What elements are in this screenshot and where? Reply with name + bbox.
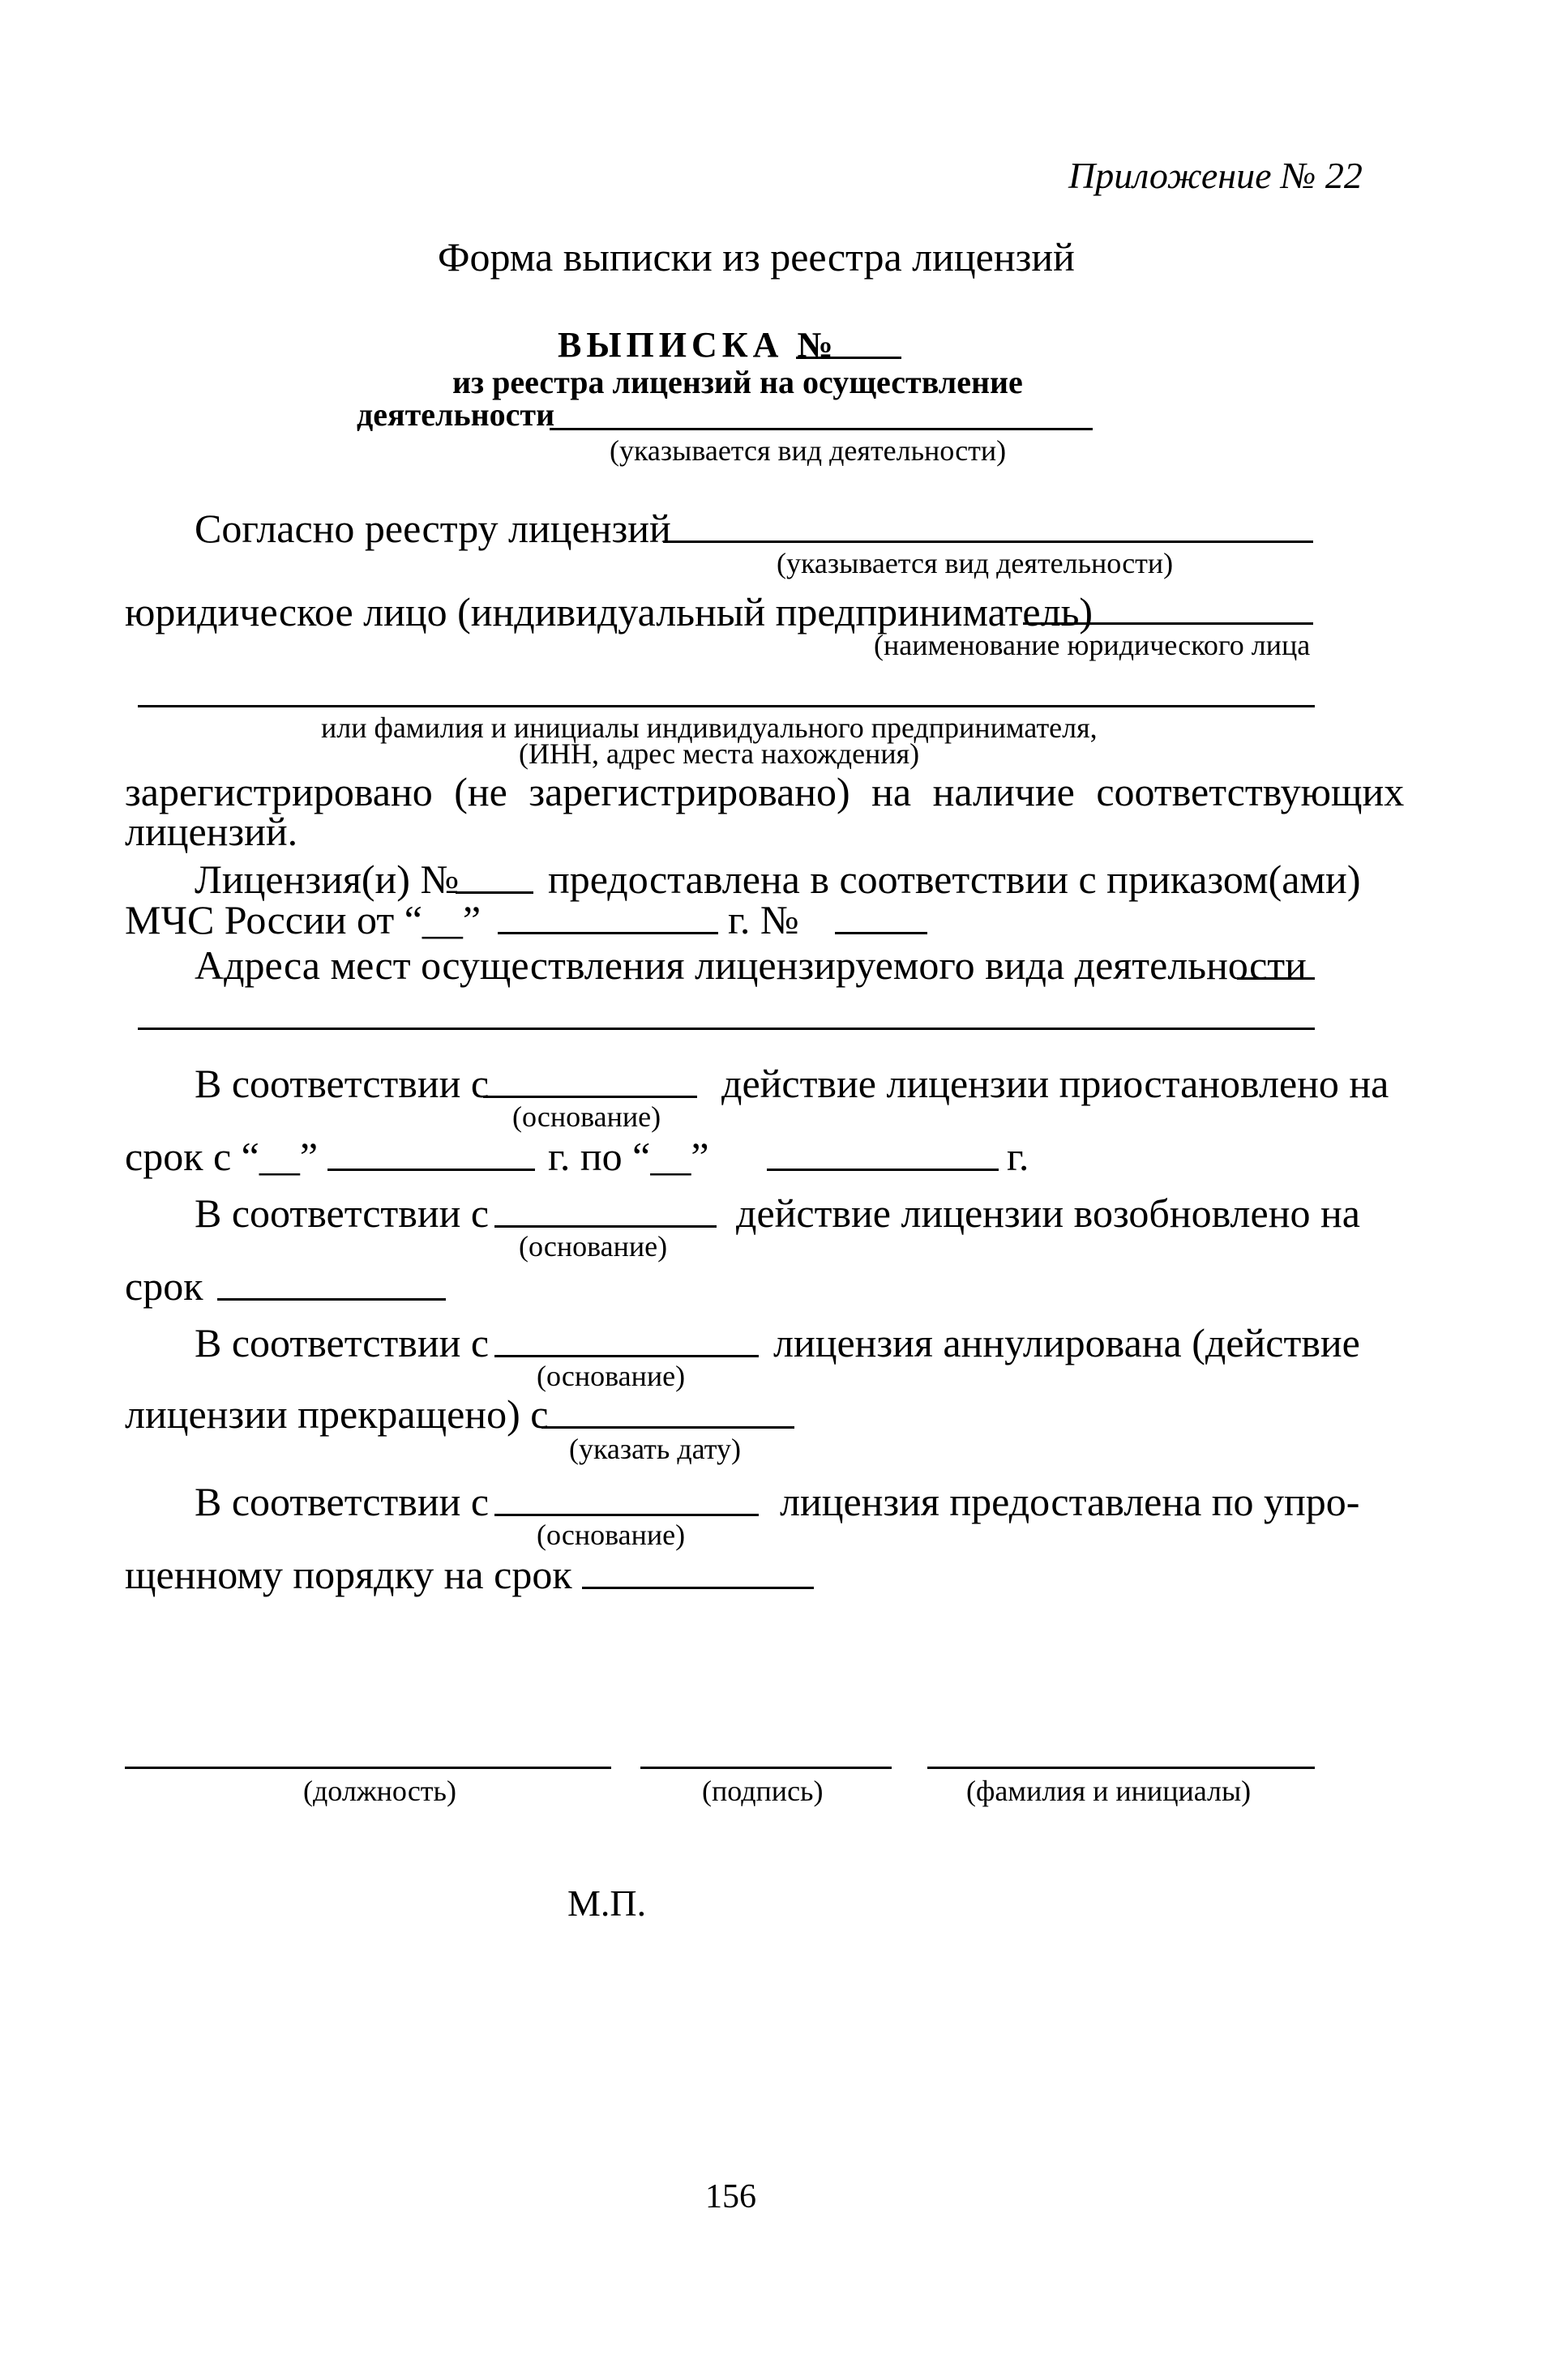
fullname-line: [927, 1767, 1315, 1769]
extract-number-line: [796, 357, 901, 359]
p1-hint: (указывается вид деятельности): [777, 547, 1174, 579]
extract-line1: из реестра лицензий на осуществление: [452, 364, 1023, 400]
license-granted-text: предоставлена в соответствии с приказом(ами): [548, 857, 1361, 902]
s2-term-line: [217, 1298, 446, 1301]
addresses-line2: [138, 1028, 1315, 1030]
s4-basis-line: [494, 1514, 759, 1516]
s1-basis-line: [483, 1096, 697, 1098]
position-hint: (должность): [303, 1775, 456, 1807]
activity-line: [550, 428, 1093, 430]
license-number-line: [456, 891, 533, 894]
p2-line: [1023, 622, 1313, 625]
s4-text-b: лицензия предоставлена по упро-: [780, 1479, 1360, 1524]
s1-term-from: срок с “__”: [125, 1134, 319, 1179]
p4-line2: лицензий.: [125, 809, 298, 854]
license-number-label: Лицензия(и) №: [195, 857, 460, 902]
s4-term-text: щенному порядку на срок: [125, 1552, 572, 1597]
addresses-line1: [1237, 977, 1315, 980]
mchs-number-label: г. №: [728, 897, 799, 942]
s3-terminated-text: лицензии прекращено) с: [125, 1391, 549, 1437]
p1-text: Согласно реестру лицензий: [195, 506, 671, 551]
extract-hint: (указывается вид деятельности): [610, 434, 1007, 467]
addresses-label: Адреса мест осуществления лицензируемого вида деятельности: [195, 942, 1307, 988]
s3-text-b: лицензия аннулирована (действие: [773, 1320, 1360, 1365]
s3-date-line: [541, 1426, 794, 1429]
p3-hint2: (ИНН, адрес места нахождения): [519, 737, 920, 770]
s4-text-a: В соответствии с: [195, 1479, 490, 1524]
s2-text-a: В соответствии с: [195, 1190, 490, 1236]
p2-hint: (наименование юридического лица: [874, 629, 1311, 661]
p3-hint1: или фамилия и инициалы индивидуального предпринимателя,: [321, 711, 1098, 744]
p3-line: [138, 705, 1315, 707]
form-title: Форма выписки из реестра лицензий: [438, 234, 1075, 280]
appendix-label: Приложение № 22: [1068, 155, 1363, 196]
s3-text-a: В соответствии с: [195, 1320, 490, 1365]
s2-hint: (основание): [519, 1230, 668, 1263]
mchs-number-line: [835, 932, 927, 934]
signature-line: [640, 1767, 892, 1769]
s4-hint: (основание): [537, 1519, 686, 1551]
stamp-place: М.П.: [567, 1882, 647, 1924]
s2-basis-line: [494, 1225, 717, 1228]
position-line: [125, 1767, 611, 1769]
mchs-date-line: [498, 932, 718, 934]
s3-hint: (основание): [537, 1360, 686, 1392]
extract-heading: ВЫПИСКА №: [558, 325, 838, 365]
p2-text: юридическое лицо (индивидуальный предприниматель): [125, 589, 1093, 635]
fullname-hint: (фамилия и инициалы): [966, 1775, 1252, 1807]
s1-term-to: г. по “__”: [548, 1134, 709, 1179]
s2-term: срок: [125, 1263, 203, 1309]
s3-date-hint: (указать дату): [569, 1433, 741, 1465]
s1-to-line: [767, 1169, 999, 1171]
s1-from-line: [327, 1169, 535, 1171]
extract-line2: деятельности: [357, 396, 555, 433]
s1-text-b: действие лицензии приостановлено на: [721, 1061, 1389, 1106]
s4-term-line: [582, 1587, 814, 1589]
p4-line1: зарегистрировано (не зарегистрировано) на наличие соответствующих: [125, 769, 1405, 814]
s2-text-b: действие лицензии возобновлено на: [736, 1190, 1360, 1236]
s1-year: г.: [1007, 1134, 1029, 1179]
mchs-date-label: МЧС России от “__”: [125, 897, 481, 942]
s1-text-a: В соответствии с: [195, 1061, 490, 1106]
s1-hint: (основание): [512, 1100, 661, 1133]
signature-hint: (подпись): [702, 1775, 824, 1807]
s3-basis-line: [494, 1355, 759, 1357]
p1-line: [663, 541, 1313, 543]
page-number: 156: [705, 2178, 756, 2215]
